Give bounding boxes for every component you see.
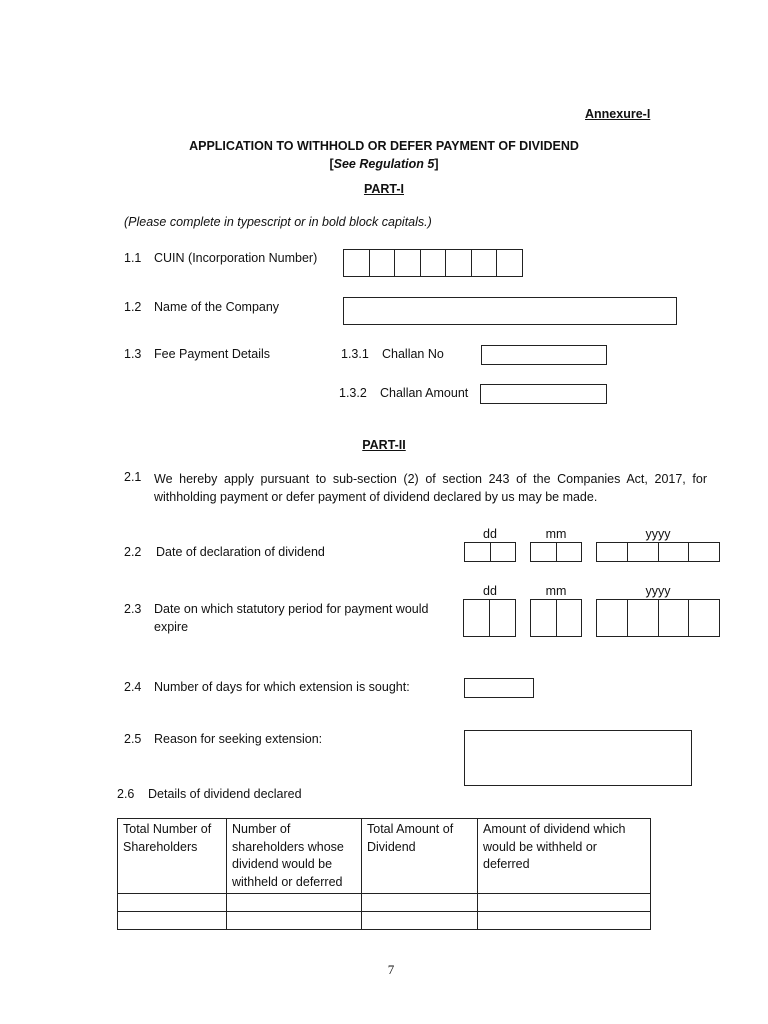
company-name-input[interactable] — [343, 297, 677, 325]
table-cell[interactable] — [362, 894, 478, 912]
cuin-cell[interactable] — [446, 250, 472, 276]
date-cell[interactable] — [659, 543, 690, 561]
date-cell[interactable] — [557, 600, 582, 636]
reason-number: 2.5 — [124, 732, 142, 746]
regulation-reference — [0, 157, 768, 171]
details-number: 2.6 — [117, 787, 135, 801]
declaration-year-input[interactable] — [596, 542, 720, 562]
date-cell[interactable] — [659, 600, 690, 636]
cuin-cell[interactable] — [344, 250, 370, 276]
date-cell[interactable] — [491, 543, 516, 561]
date-cell[interactable] — [597, 543, 628, 561]
reason-input[interactable] — [464, 730, 692, 786]
declaration-day-input[interactable] — [464, 542, 516, 562]
table-cell[interactable] — [362, 912, 478, 930]
challan-no-label: Challan No — [382, 347, 444, 361]
mm-label: mm — [545, 527, 567, 541]
dividend-details-table — [117, 818, 651, 930]
date-cell[interactable] — [531, 600, 557, 636]
challan-no-input[interactable] — [481, 345, 607, 365]
table-header-row — [118, 819, 651, 894]
fee-number: 1.3 — [124, 347, 142, 361]
instruction-text: (Please complete in typescript or in bold block capitals.) — [124, 215, 432, 229]
table-cell[interactable] — [118, 912, 227, 930]
cuin-cell[interactable] — [370, 250, 396, 276]
expiry-year-input[interactable] — [596, 599, 720, 637]
declaration-date-label: Date of declaration of dividend — [156, 545, 325, 559]
declaration-date-number: 2.2 — [124, 545, 142, 559]
regulation-bracket-close: ] — [434, 157, 439, 171]
regulation-bracket-open: [ — [329, 157, 334, 171]
date-cell[interactable] — [465, 543, 491, 561]
table-header-cell: Total Number of Shareholders — [118, 819, 227, 894]
cuin-cell[interactable] — [395, 250, 421, 276]
date-cell[interactable] — [557, 543, 582, 561]
days-number: 2.4 — [124, 680, 142, 694]
challan-no-number: 1.3.1 — [341, 347, 369, 361]
days-label: Number of days for which extension is sought: — [154, 680, 410, 694]
yyyy-label: yyyy — [645, 584, 671, 598]
expiry-date-label-line1: Date on which statutory period for payment would — [154, 602, 429, 616]
expiry-day-input[interactable] — [463, 599, 516, 637]
cuin-label: CUIN (Incorporation Number) — [154, 251, 318, 265]
fee-label: Fee Payment Details — [154, 347, 271, 361]
days-input[interactable] — [464, 678, 534, 698]
cuin-cell[interactable] — [497, 250, 522, 276]
mm-label: mm — [545, 584, 567, 598]
challan-amount-input[interactable] — [480, 384, 607, 404]
page-number: 7 — [387, 962, 395, 977]
dd-label: dd — [483, 584, 497, 598]
table-cell[interactable] — [478, 894, 651, 912]
expiry-month-input[interactable] — [530, 599, 582, 637]
cuin-cell[interactable] — [421, 250, 447, 276]
challan-amount-number: 1.3.2 — [339, 386, 367, 400]
apply-number: 2.1 — [124, 470, 142, 484]
yyyy-label: yyyy — [645, 527, 671, 541]
declaration-month-input[interactable] — [530, 542, 582, 562]
cuin-cell[interactable] — [472, 250, 498, 276]
company-number: 1.2 — [124, 300, 142, 314]
cuin-input[interactable] — [343, 249, 523, 277]
details-label: Details of dividend declared — [148, 787, 302, 801]
table-header-cell: Number of shareholders whose dividend would be withheld or deferred — [227, 819, 362, 894]
challan-amount-label: Challan Amount — [380, 386, 469, 400]
form-title: APPLICATION TO WITHHOLD OR DEFER PAYMENT OF DIVIDEND — [189, 139, 579, 153]
cuin-number: 1.1 — [124, 251, 142, 265]
date-cell[interactable] — [628, 543, 659, 561]
date-cell[interactable] — [531, 543, 557, 561]
date-cell[interactable] — [464, 600, 490, 636]
date-cell[interactable] — [689, 600, 719, 636]
annexure-label: Annexure-I — [585, 107, 651, 121]
table-cell[interactable] — [118, 894, 227, 912]
table-header-cell: Amount of dividend which would be withheld or deferred — [478, 819, 651, 894]
expiry-date-number: 2.3 — [124, 602, 142, 616]
regulation-text: See Regulation 5 — [333, 157, 435, 171]
table-row — [118, 894, 651, 912]
table-cell[interactable] — [227, 912, 362, 930]
date-cell[interactable] — [689, 543, 719, 561]
date-cell[interactable] — [597, 600, 628, 636]
part2-heading: PART-II — [362, 438, 406, 452]
table-cell[interactable] — [227, 894, 362, 912]
table-cell[interactable] — [478, 912, 651, 930]
date-cell[interactable] — [628, 600, 659, 636]
part1-heading: PART-I — [363, 182, 405, 196]
apply-text: We hereby apply pursuant to sub-section (2) of section 243 of the Companies Act, 2017, for withholding payment or defer payment of dividend declared by us may be made. — [154, 472, 707, 504]
date-cell[interactable] — [490, 600, 515, 636]
company-label: Name of the Company — [154, 300, 280, 314]
table-header-cell: Total Amount of Dividend — [362, 819, 478, 894]
reason-label: Reason for seeking extension: — [154, 732, 323, 746]
table-row — [118, 912, 651, 930]
expiry-date-label-line2: expire — [154, 620, 189, 634]
dd-label: dd — [483, 527, 497, 541]
